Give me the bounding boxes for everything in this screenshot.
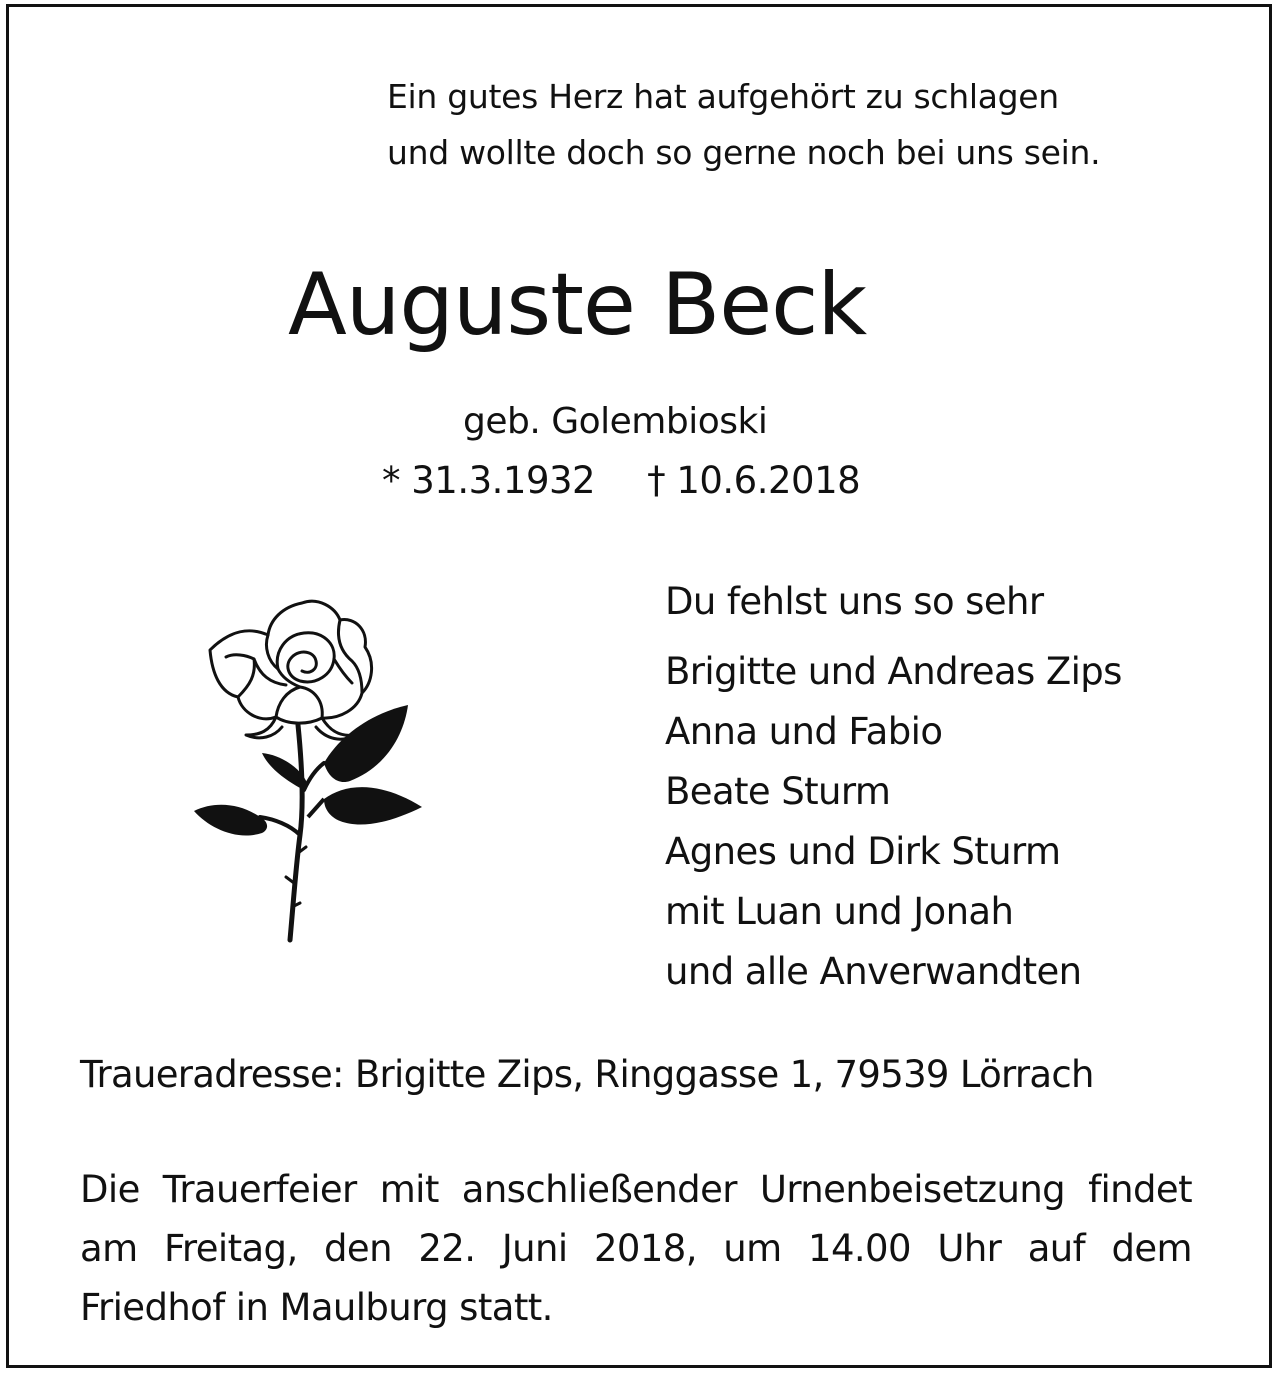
family-member: Agnes und Dirk Sturm (665, 830, 1061, 873)
life-dates (382, 459, 861, 502)
deceased-name: Auguste Beck (288, 255, 867, 355)
ceremony-details: Die Trauerfeier mit anschließender Urnenbeisetzung findet am Freitag, den 22. Juni 2018, um 14.00 Uhr auf dem Friedhof in Maulburg statt. (80, 1168, 1192, 1329)
quote-line-2: und wollte doch so gerne noch bei uns sein. (387, 133, 1101, 172)
family-member: mit Luan und Jonah (665, 890, 1014, 933)
family-member: Brigitte und Andreas Zips (665, 650, 1122, 693)
rose-icon (190, 585, 430, 960)
maiden-name: geb. Golembioski (463, 401, 768, 442)
family-signatures (665, 582, 1122, 1012)
mourning-address: Traueradresse: Brigitte Zips, Ringgasse 1, 79539 Lörrach (80, 1053, 1094, 1096)
birth-date: * 31.3.1932 (382, 459, 596, 502)
family-member: Beate Sturm (665, 770, 891, 813)
family-member: Anna und Fabio (665, 710, 943, 753)
family-member: und alle Anverwandten (665, 950, 1082, 993)
quote-line-1: Ein gutes Herz hat aufgehört zu schlagen (387, 77, 1059, 116)
family-intro: Du fehlst uns so sehr (665, 580, 1044, 623)
death-date: † 10.6.2018 (647, 459, 861, 502)
